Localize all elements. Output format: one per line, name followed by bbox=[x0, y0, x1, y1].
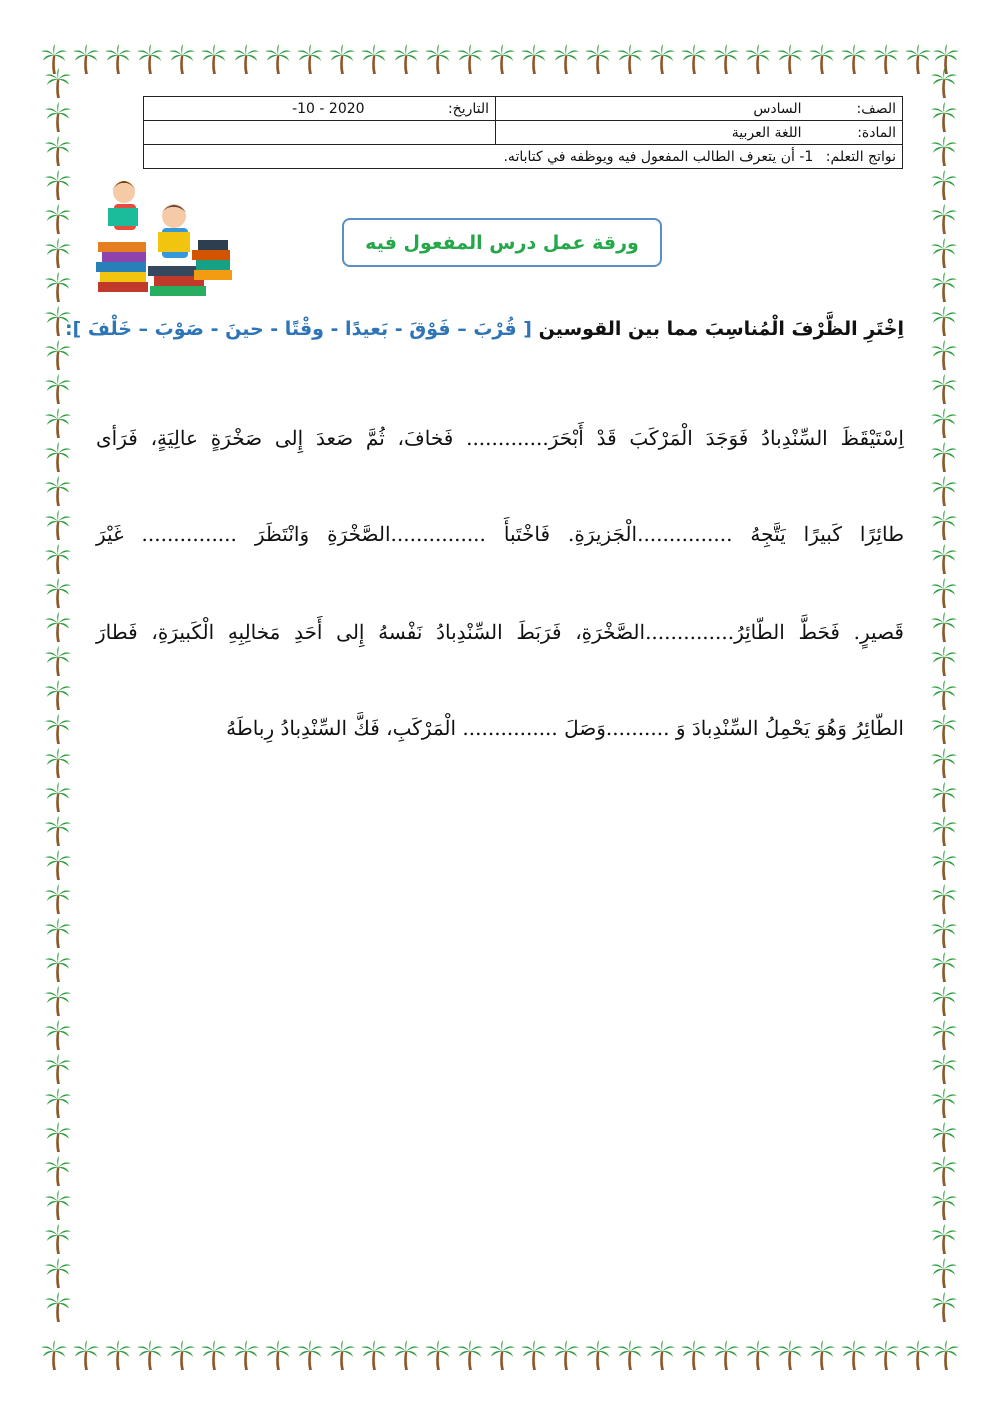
table-row bbox=[144, 121, 903, 145]
outcomes-cell bbox=[144, 145, 903, 169]
grade-label: الصف: bbox=[856, 100, 896, 117]
border-right bbox=[926, 40, 966, 1373]
palm-tree-icon bbox=[926, 40, 966, 1340]
border-left bbox=[40, 40, 80, 1373]
adverb-options: [ قُرْبَ – فَوْقَ - بَعيدًا - وقْتًا - حينَ - صَوْبَ – خَلْفَ ]: bbox=[64, 318, 532, 340]
palm-tree-icon bbox=[40, 1336, 960, 1376]
table-row bbox=[144, 145, 903, 169]
outcomes-value: 1- أن يتعرف الطالب المفعول فيه ويوظفه في كتاباته. bbox=[503, 148, 814, 165]
outcomes-label: نواتج التعلم: bbox=[825, 148, 896, 165]
paragraph-line-1: اِسْتَيْقَظَ السِّنْدِبادُ فَوَجَدَ الْمَرْكَبَ قَدْ أَبْحَرَ............. فَخافَ، ثُمَّ صَعدَ إِلى صَخْرَةٍ عالِيَةٍ، فَرَأى bbox=[96, 426, 904, 450]
subject-value: اللغة العربية bbox=[731, 124, 802, 141]
date-value: 2020 - 10- bbox=[292, 100, 365, 117]
worksheet-title-text: ورقة عمل درس المفعول فيه bbox=[365, 231, 639, 254]
worksheet-title bbox=[342, 218, 662, 267]
date-cell bbox=[144, 97, 496, 121]
paragraph-line-4: الطّائِرُ وَهُوَ يَحْمِلُ السِّنْدِبادَ وَ ..........وَصَلَ ............... الْمَرْكَبِ، فَكَّ السِّنْدِبادُ رِباطَهُ bbox=[226, 716, 904, 740]
instruction bbox=[64, 318, 904, 340]
grade-cell bbox=[496, 97, 903, 121]
table-row bbox=[144, 97, 903, 121]
border-top bbox=[40, 40, 960, 80]
empty-cell bbox=[144, 121, 496, 145]
date-label: التاريخ: bbox=[447, 100, 489, 117]
subject-label: المادة: bbox=[857, 124, 896, 141]
grade-value: السادس bbox=[753, 100, 802, 117]
paragraph-line-2: طائِرًا كَبيرًا يَتَّجِهُ ...............الْجَزيرَةِ. فَاخْتَبأَ ...............الصَّخْرَةِ وَانْتَظَرَ ............... غَيْرَ bbox=[96, 522, 904, 546]
border-bottom bbox=[40, 1336, 960, 1376]
header-info-table bbox=[143, 96, 903, 169]
palm-tree-icon bbox=[40, 40, 80, 1340]
paragraph-line-3: قَصيرٍ. فَحَطَّ الطّائِرُ..............الصَّخْرَةِ، فَرَبَطَ السِّنْدِبادُ نَفْسهُ إِلى أَحَدِ مَخالِبِهِ الْكَبيرَةِ، فَطارَ bbox=[96, 620, 904, 644]
palm-tree-icon bbox=[40, 40, 960, 80]
children-reading-books-illustration bbox=[90, 170, 235, 302]
subject-cell bbox=[496, 121, 903, 145]
instruction-text: اِخْتَرِ الظَّرْفَ الْمُناسِبَ مما بين القوسين bbox=[538, 318, 904, 340]
